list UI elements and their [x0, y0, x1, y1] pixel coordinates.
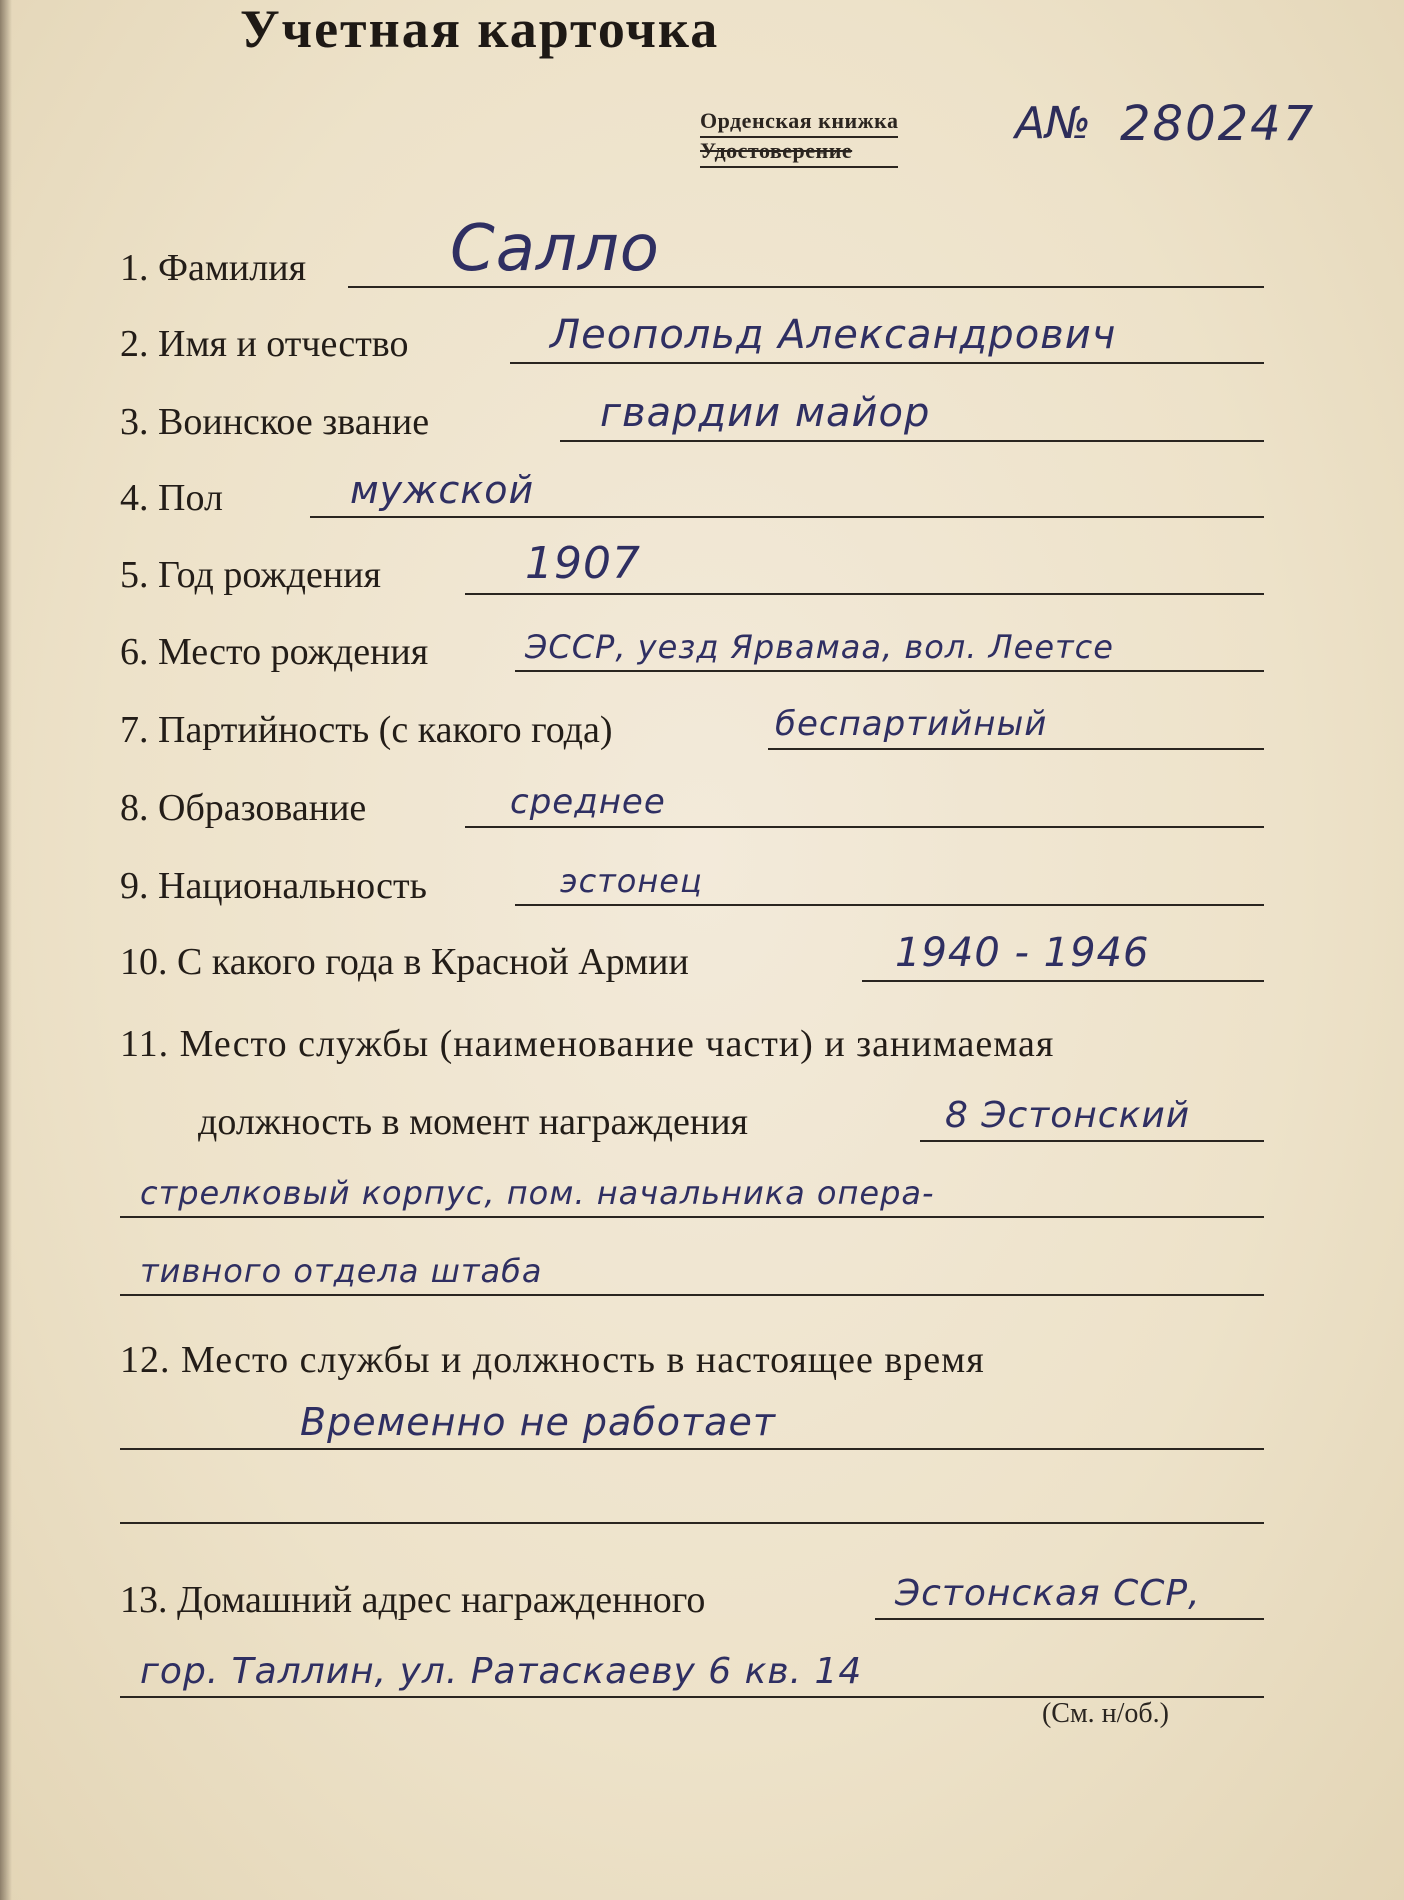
- field-education: [120, 770, 1264, 830]
- field-label: 13. Домашний адрес награжденного: [120, 1579, 706, 1621]
- field-current-service-blank: [120, 1466, 1264, 1526]
- order-number: 280247: [1120, 96, 1316, 152]
- field-label: 10. С какого года в Красной Армии: [120, 941, 689, 983]
- field-value: Временно не работает: [300, 1400, 776, 1444]
- field-service-at-award-line1: [120, 1006, 1264, 1066]
- field-value: 8 Эстонский: [945, 1095, 1191, 1136]
- document-type-block: [700, 108, 898, 168]
- field-service-at-award-line2: [120, 1084, 1264, 1144]
- fill-line: [515, 670, 1264, 672]
- fill-line: [515, 904, 1264, 906]
- field-value: Леопольд Александрович: [550, 312, 1117, 358]
- fill-line: [920, 1140, 1264, 1142]
- field-home-address: [120, 1562, 1264, 1622]
- field-label: 4. Пол: [120, 477, 223, 519]
- field-label: 7. Партийность (с какого года): [120, 709, 613, 751]
- fill-line: [560, 440, 1264, 442]
- field-birth-year: [120, 537, 1264, 597]
- fill-line: [768, 748, 1264, 750]
- fill-line: [862, 980, 1264, 982]
- field-label: 2. Имя и отчество: [120, 323, 409, 365]
- field-value: 1907: [525, 538, 641, 589]
- field-value: гвардии майор: [600, 390, 931, 436]
- field-value: 1940 - 1946: [895, 930, 1150, 976]
- field-label: 8. Образование: [120, 787, 367, 829]
- field-red-army-since: [120, 924, 1264, 984]
- field-nationality: [120, 848, 1264, 908]
- field-party: [120, 692, 1264, 752]
- fill-line: [875, 1618, 1264, 1620]
- field-value: эстонец: [560, 862, 703, 900]
- field-name-patronymic: [120, 306, 1264, 366]
- certificate-label: Удостоверение: [700, 138, 898, 168]
- fill-line: [348, 286, 1264, 288]
- field-current-service: [120, 1322, 1264, 1382]
- field-sex: [120, 460, 1264, 520]
- field-value: мужской: [350, 468, 535, 512]
- field-label: 12. Место службы и должность в настоящее время: [120, 1339, 985, 1381]
- field-birth-place: [120, 614, 1264, 674]
- field-value: ЭССР, уезд Ярвамаа, вол. Леетсе: [525, 628, 1114, 666]
- field-label: 5. Год рождения: [120, 554, 382, 596]
- field-service-at-award-line4: [120, 1238, 1264, 1298]
- fill-line: [510, 362, 1264, 364]
- fill-line: [465, 826, 1264, 828]
- fill-line: [120, 1294, 1264, 1296]
- field-label: 1. Фамилия: [120, 247, 307, 289]
- field-value: гор. Таллин, ул. Ратаскаеву 6 кв. 14: [140, 1651, 863, 1692]
- field-label: 9. Национальность: [120, 865, 427, 907]
- field-surname: [120, 212, 1264, 290]
- field-value: Эстонская ССР,: [895, 1573, 1201, 1614]
- order-number-prefix: А№: [1015, 98, 1091, 149]
- fill-line: [465, 593, 1264, 595]
- field-label: должность в момент награждения: [198, 1101, 749, 1143]
- see-reverse-note: (См. н/об.): [1041, 1698, 1169, 1729]
- card-title: Учетная карточка: [240, 0, 720, 59]
- fill-line: [120, 1448, 1264, 1450]
- order-book-label: Орденская книжка: [700, 108, 898, 138]
- field-service-at-award-line3: [120, 1160, 1264, 1220]
- field-current-service-value: [120, 1392, 1264, 1452]
- fill-line: [120, 1522, 1264, 1524]
- field-rank: [120, 384, 1264, 444]
- fill-line: [120, 1216, 1264, 1218]
- field-home-address-line2: [120, 1640, 1264, 1700]
- fill-line: [310, 516, 1264, 518]
- field-value: тивного отдела штаба: [140, 1252, 543, 1290]
- field-value: среднее: [510, 782, 666, 822]
- field-label: 3. Воинское звание: [120, 401, 430, 443]
- field-label: 6. Место рождения: [120, 631, 429, 673]
- field-label: 11. Место службы (наименование части) и занимаемая: [120, 1023, 1055, 1065]
- field-value: беспартийный: [775, 704, 1048, 744]
- field-value: Салло: [450, 212, 660, 286]
- field-value: стрелковый корпус, пом. начальника опера-: [140, 1174, 935, 1212]
